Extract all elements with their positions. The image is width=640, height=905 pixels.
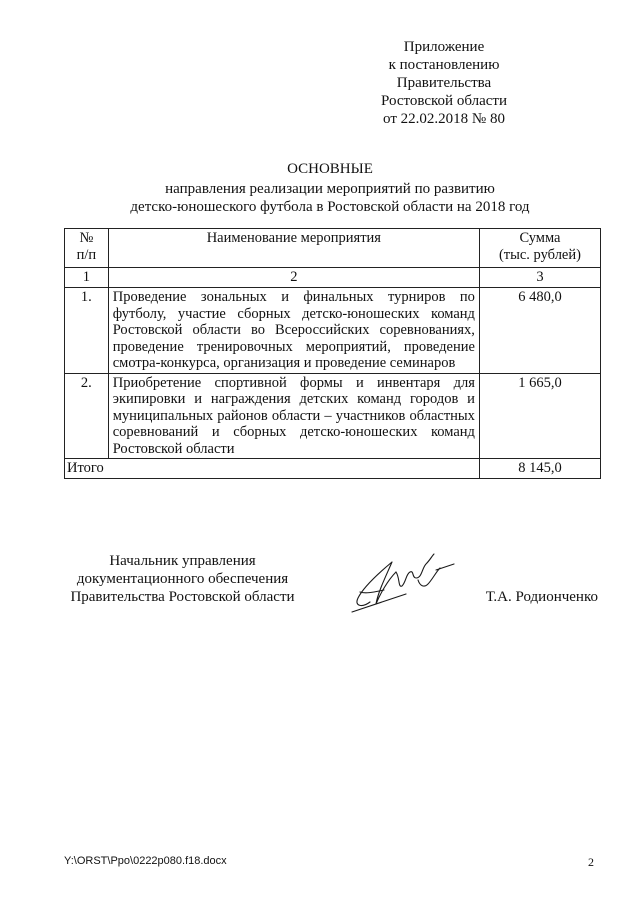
column-number: 1 xyxy=(65,268,109,288)
column-number-row xyxy=(65,268,601,288)
page-number: 2 xyxy=(588,855,594,869)
header-sum-line2: (тыс. рублей) xyxy=(498,246,581,263)
signer-position xyxy=(60,552,305,606)
total-sum: 8 145,0 xyxy=(479,459,600,479)
row-num: 1. xyxy=(65,288,109,374)
file-path: Y:\ORST\Ppo\0222p080.f18.docx xyxy=(64,855,227,867)
signer-name: Т.А. Родионченко xyxy=(485,589,598,605)
appendix-line: от 22.02.2018 № 80 xyxy=(383,111,505,127)
title-line-1: ОСНОВНЫЕ xyxy=(287,161,373,177)
activities-table xyxy=(64,228,601,479)
appendix-line: к постановлению xyxy=(388,57,500,73)
total-row xyxy=(65,459,601,479)
header-num xyxy=(65,229,109,268)
row-num: 2. xyxy=(65,373,109,459)
column-number: 2 xyxy=(108,268,479,288)
position-line: Правительства Ростовской области xyxy=(70,589,295,605)
signature-block xyxy=(60,552,600,612)
title-line-2: направления реализации мероприятий по развитию xyxy=(165,181,495,197)
appendix-line: Ростовской области xyxy=(381,93,507,109)
appendix-stamp xyxy=(324,38,564,128)
document-title xyxy=(60,160,600,216)
position-line: документационного обеспечения xyxy=(76,571,289,587)
row-name: Проведение зональных и финальных турниров по футболу, участие сборных детско-юношеских команд Ростовской области во Всероссийских соревнованиях, проведение тренировочных мероприятий, проведение смотра-конкурса, организация и проведение семинаров xyxy=(108,288,479,374)
header-num-line2: п/п xyxy=(76,246,97,263)
appendix-line: Правительства xyxy=(396,75,492,91)
title-line-3: детско-юношеского футбола в Ростовской области на 2018 год xyxy=(130,199,530,215)
table-header-row xyxy=(65,229,601,268)
appendix-line: Приложение xyxy=(403,39,485,55)
header-num-line1: № xyxy=(79,230,94,246)
table-row xyxy=(65,288,601,374)
table-row xyxy=(65,373,601,459)
position-line: Начальник управления xyxy=(109,553,256,569)
column-number: 3 xyxy=(479,268,600,288)
header-sum xyxy=(479,229,600,268)
row-sum: 6 480,0 xyxy=(479,288,600,374)
row-sum: 1 665,0 xyxy=(479,373,600,459)
handwritten-signature xyxy=(340,542,460,620)
header-name: Наименование мероприятия xyxy=(108,229,479,268)
row-name: Приобретение спортивной формы и инвентаря для экипировки и награждения детских команд городов и муниципальных районов области – участников областных соревнований и сборных детско-юношеских команд Ростовской области xyxy=(108,373,479,459)
total-label: Итого xyxy=(65,459,480,479)
header-sum-line1: Сумма xyxy=(519,230,561,246)
